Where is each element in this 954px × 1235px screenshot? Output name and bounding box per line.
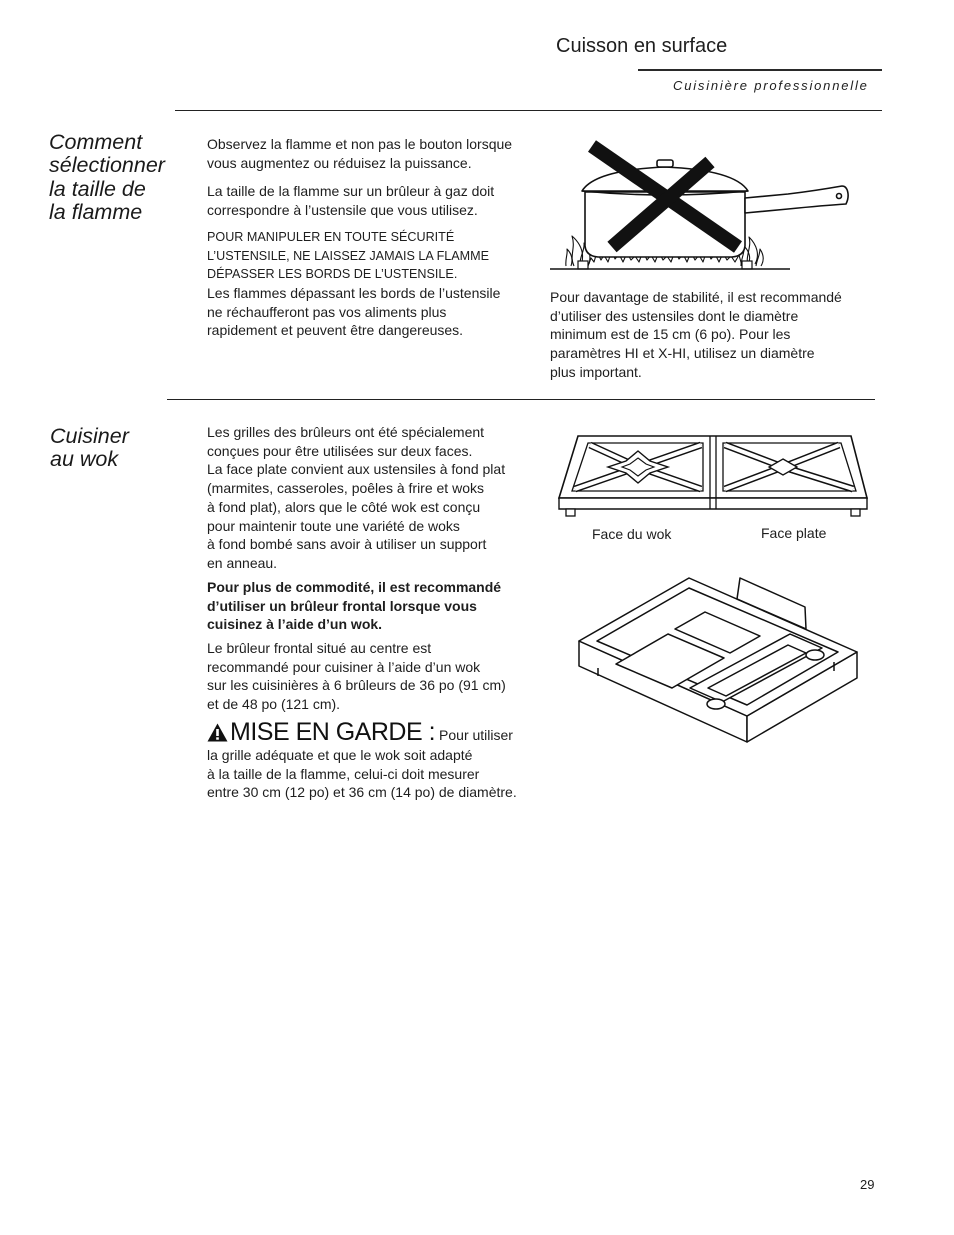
- flame-paragraph: La taille de la flamme sur un brûleur à gaz doit correspondre à l’ustensile que vous utilisez.: [207, 183, 495, 218]
- burner-grate-illustration: [552, 428, 872, 523]
- warning-title: MISE EN GARDE :: [230, 718, 436, 746]
- warning-heading-line: [207, 719, 547, 746]
- burner-grate-wok-side: [572, 443, 703, 491]
- page-header-subtitle: Cuisinière professionnelle: [673, 78, 869, 93]
- header-rule: [638, 69, 882, 71]
- section-heading-flame: Comment sélectionner la taille de la flamme: [49, 130, 165, 224]
- warning-box: [207, 719, 547, 802]
- figure-caption: Pour davantage de stabilité, il est recommandé d’utiliser des ustensiles dont le diamètre minimum est de 15 cm (6 po). Pour les paramètres HI et X-HI, utilisez un diamètre plus important.: [550, 289, 842, 380]
- flame-paragraph: Les flammes dépassant les bords de l’ustensile ne réchaufferont pas vos aliments plus rapidement et peuvent être dangereuses.: [207, 285, 501, 339]
- pan-on-flame-illustration: [545, 135, 865, 275]
- flame-paragraph: Observez la flamme et non pas le bouton lorsque vous augmentez ou réduisez la puissance.: [207, 136, 513, 171]
- burner-grate-flat-side: [723, 443, 856, 491]
- wok-recommendation: Pour plus de commodité, il est recommandé d’utiliser un brûleur frontal lorsque vous cuisinez à l’aide d’un wok.: [207, 579, 502, 633]
- wok-paragraph: Les grilles des brûleurs ont été spécialement conçues pour être utilisées sur deux faces. La face plate convient aux ustensiles à fond plat (marmites, casseroles, poêles à frire et woks à fond plat), alors que le côté wok est conçu pour maintenir toute une variété de woks à fond bombé sans avoir à utiliser un support en anneau.: [207, 424, 506, 571]
- warning-text: la grille adéquate et que le wok soit adapté à la taille de la flamme, celui-ci doit mesurer entre 30 cm (12 po) et 36 cm (14 po) de diamètre.: [207, 747, 517, 801]
- page-header-title: Cuisson en surface: [556, 35, 728, 57]
- page-number: 29: [860, 1177, 875, 1192]
- section-divider-rule: [167, 399, 875, 400]
- grate-label-flat-side: Face plate: [761, 525, 827, 541]
- grate-label-wok-side: Face du wok: [592, 526, 672, 542]
- top-rule: [175, 110, 882, 111]
- wok-paragraph: Le brûleur frontal situé au centre est recommandé pour cuisiner à l’aide d’un wok sur les cuisinières à 6 brûleurs de 36 po (91 cm) et de 48 po (121 cm).: [207, 640, 506, 713]
- warning-triangle-icon: [207, 723, 228, 742]
- section-heading-wok: Cuisiner au wok: [50, 424, 129, 472]
- warning-text-lead: Pour utiliser: [439, 727, 513, 743]
- flame-safety-caution: POUR MANIPULER EN TOUTE SÉCURITÉ L’USTENSILE, NE LAISSEZ JAMAIS LA FLAMME DÉPASSER LES BORDS DE L’USTENSILE.: [207, 230, 490, 282]
- wok-ring-tray-illustration: [570, 568, 865, 763]
